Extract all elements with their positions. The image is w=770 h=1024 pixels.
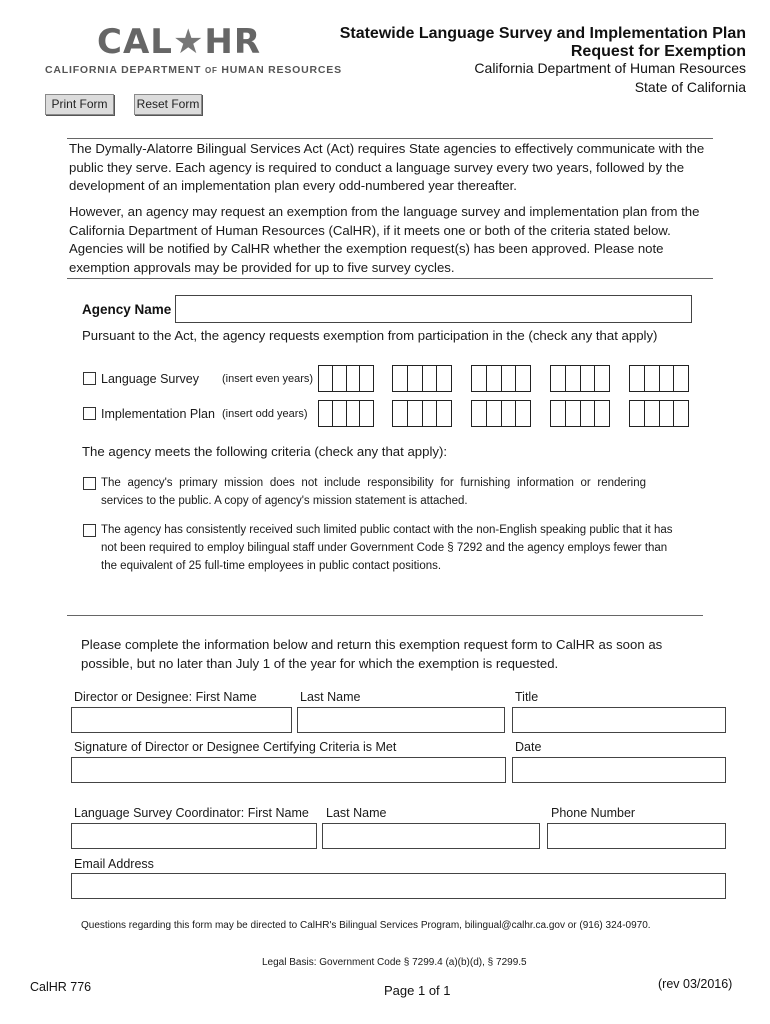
reset-form-button[interactable]: Reset Form bbox=[134, 94, 202, 115]
form-number: CalHR 776 bbox=[30, 980, 92, 994]
director-last-name-input[interactable] bbox=[297, 707, 505, 733]
print-form-button[interactable]: Print Form bbox=[45, 94, 114, 115]
language-survey-hint: (insert even years) bbox=[222, 373, 314, 385]
divider-intro-bottom bbox=[67, 278, 713, 279]
coordinator-last-name-label: Last Name bbox=[326, 806, 387, 820]
title-label: Title bbox=[515, 690, 539, 704]
survey-year-5[interactable] bbox=[629, 365, 689, 392]
plan-year-3[interactable] bbox=[471, 400, 531, 427]
implementation-plan-checkbox[interactable] bbox=[83, 407, 96, 420]
state-name: State of California bbox=[634, 79, 746, 95]
signature-label: Signature of Director or Designee Certifying Criteria is Met bbox=[74, 740, 397, 754]
questions-contact-note: Questions regarding this form may be directed to CalHR's Bilingual Services Program, bilingual@calhr.ca.gov or (916) 324-0970. bbox=[81, 920, 651, 931]
logo-text-left: CAL bbox=[97, 22, 173, 62]
implementation-plan-hint: (insert odd years) bbox=[222, 408, 308, 420]
language-survey-checkbox[interactable] bbox=[83, 372, 96, 385]
coordinator-last-name-input[interactable] bbox=[322, 823, 540, 849]
divider-middle bbox=[67, 615, 703, 616]
return-instructions: Please complete the information below and return this exemption request form to CalHR as soon as possible, but no later than July 1 of the year for which the exemption is requested. bbox=[81, 637, 663, 671]
coordinator-first-name-input[interactable] bbox=[71, 823, 317, 849]
email-address-label: Email Address bbox=[74, 857, 154, 871]
agency-name-label: Agency Name bbox=[82, 302, 172, 317]
intro-paragraph-2: However, an agency may request an exemption from the language survey and implementation plan from the California Department of Human Resources (CalHR), if it meets one or both of the criteria stated below. Agencies will be notified by CalHR whether the exemption request(s) has been approved. Please note exemption approvals may be provided for up to five survey cycles. bbox=[69, 204, 700, 275]
revision-date: (rev 03/2016) bbox=[658, 977, 733, 991]
star-icon: ★ bbox=[172, 22, 205, 62]
logo-subtitle bbox=[45, 64, 342, 76]
implementation-plan-label: Implementation Plan bbox=[101, 407, 215, 421]
calhr-logo bbox=[97, 22, 261, 62]
plan-year-5[interactable] bbox=[629, 400, 689, 427]
survey-year-1[interactable] bbox=[318, 365, 374, 392]
logo-sub-of: OF bbox=[204, 66, 218, 75]
legal-basis: Legal Basis: Government Code § 7299.4 (a)(b)(d), § 7299.5 bbox=[262, 957, 527, 968]
plan-year-2[interactable] bbox=[392, 400, 452, 427]
director-first-name-input[interactable] bbox=[71, 707, 292, 733]
phone-number-label: Phone Number bbox=[551, 806, 636, 820]
coordinator-first-name-label: Language Survey Coordinator: First Name bbox=[74, 806, 309, 820]
intro-paragraph-1: The Dymally-Alatorre Bilingual Services Act (Act) requires State agencies to effectively communicate with the public they serve. Each agency is required to conduct a language survey every two years, followed by the development of an implementation plan every odd-numbered year thereafter. bbox=[69, 141, 705, 193]
divider-top bbox=[67, 138, 713, 139]
language-survey-label: Language Survey bbox=[101, 372, 199, 386]
date-label: Date bbox=[515, 740, 542, 754]
form-title-line1: Statewide Language Survey and Implementation Plan bbox=[339, 25, 746, 42]
email-address-input[interactable] bbox=[71, 873, 726, 899]
department-name: California Department of Human Resources bbox=[474, 60, 746, 76]
criteria-1-checkbox[interactable] bbox=[83, 477, 96, 490]
logo-sub-after: HUMAN RESOURCES bbox=[221, 64, 342, 76]
agency-name-input[interactable] bbox=[175, 295, 692, 323]
survey-year-3[interactable] bbox=[471, 365, 531, 392]
date-input[interactable] bbox=[512, 757, 726, 783]
pursuant-statement: Pursuant to the Act, the agency requests exemption from participation in the (check any that apply) bbox=[82, 328, 658, 343]
phone-number-input[interactable] bbox=[547, 823, 726, 849]
director-last-name-label: Last Name bbox=[300, 690, 361, 704]
criteria-2-checkbox[interactable] bbox=[83, 524, 96, 537]
form-title-line2: Request for Exemption bbox=[570, 43, 746, 60]
plan-year-4[interactable] bbox=[550, 400, 610, 427]
logo-text-right: HR bbox=[204, 22, 262, 62]
page-number: Page 1 of 1 bbox=[384, 983, 451, 998]
director-first-name-label: Director or Designee: First Name bbox=[74, 690, 257, 704]
survey-year-2[interactable] bbox=[392, 365, 452, 392]
criteria-heading: The agency meets the following criteria (check any that apply): bbox=[82, 444, 448, 459]
title-input[interactable] bbox=[512, 707, 726, 733]
signature-input[interactable] bbox=[71, 757, 506, 783]
logo-sub-before: CALIFORNIA DEPARTMENT bbox=[45, 64, 202, 76]
criteria-1-text: The agency's primary mission does not include responsibility for furnishing information or rendering services to the public. A copy of agency's mission statement is attached. bbox=[101, 477, 646, 507]
criteria-2-text: The agency has consistently received such limited public contact with the non-English speaking public that it has not been required to employ bilingual staff under Government Code § 7292 and the agency employs fewer than the equivalent of 25 full-time employees in public contact positions. bbox=[101, 524, 673, 572]
survey-year-4[interactable] bbox=[550, 365, 610, 392]
plan-year-1[interactable] bbox=[318, 400, 374, 427]
